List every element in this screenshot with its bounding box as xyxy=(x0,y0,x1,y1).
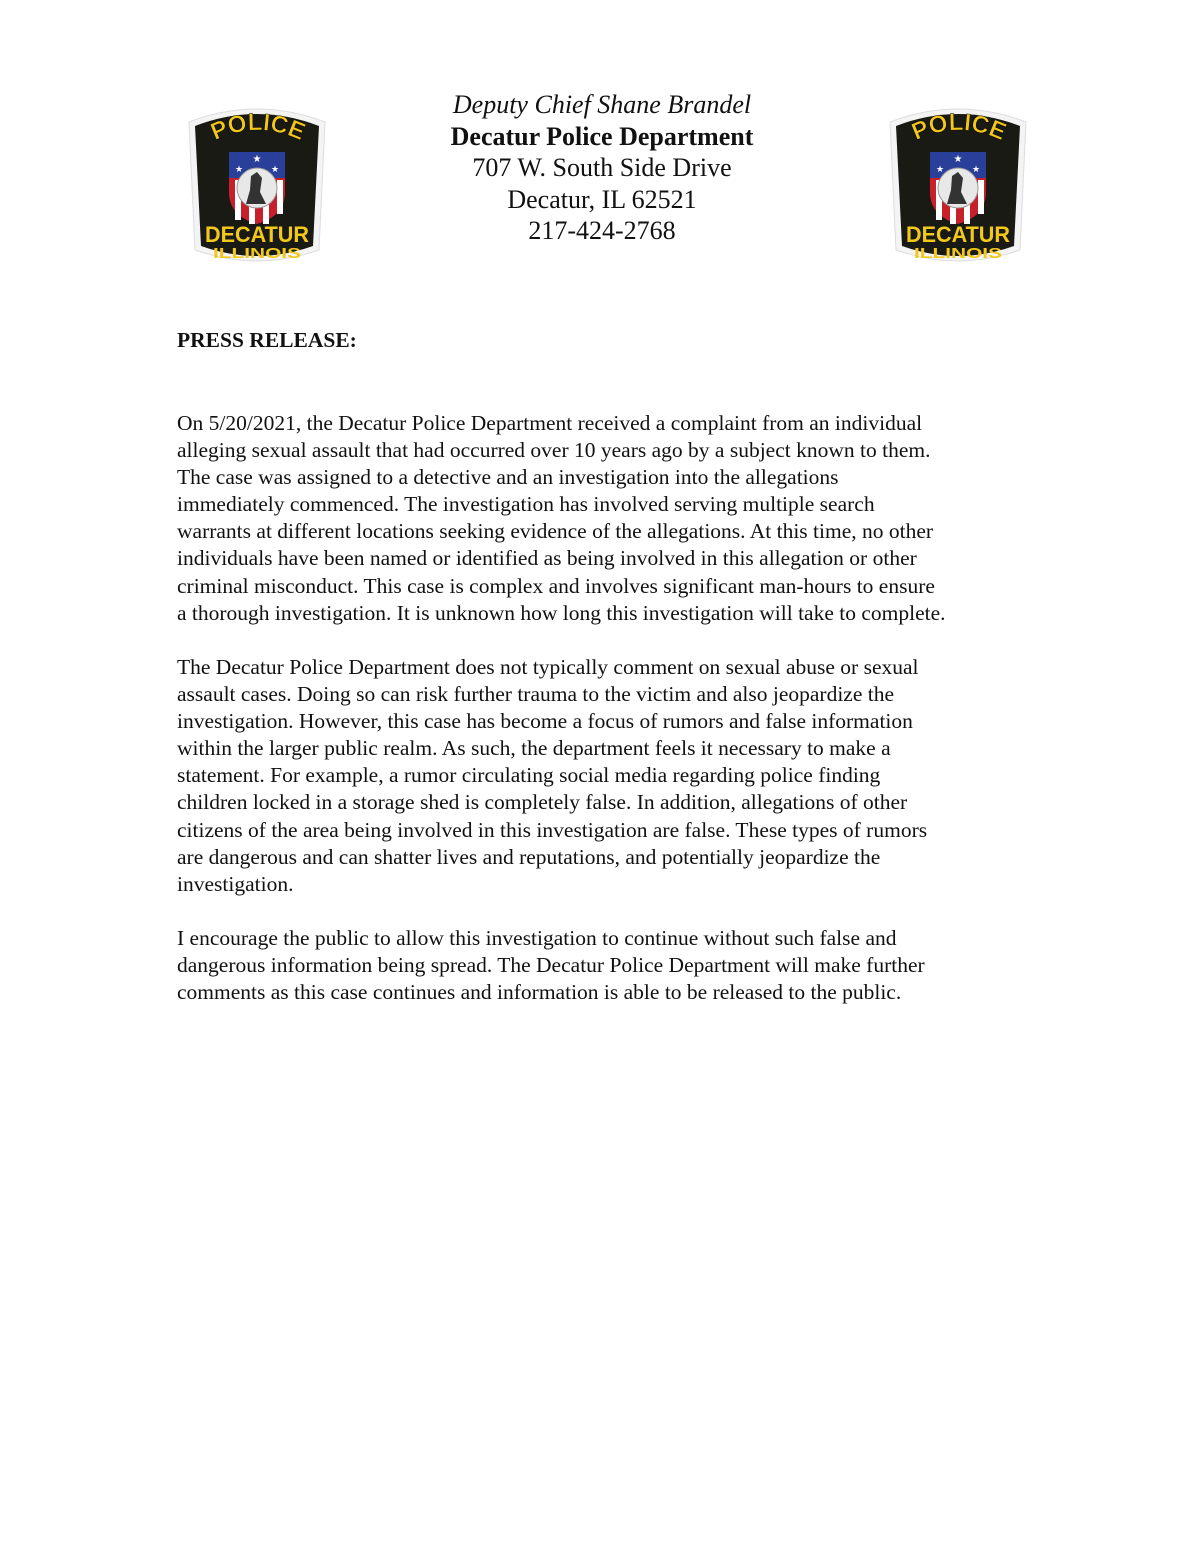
text-line: I encourage the public to allow this investigation to continue without such false and xyxy=(177,926,897,950)
svg-text:★: ★ xyxy=(252,154,262,165)
text-line: comments as this case continues and information is able to be released to the public. xyxy=(177,980,902,1005)
department-name: Decatur Police Department xyxy=(450,121,754,151)
svg-text:★: ★ xyxy=(971,164,981,174)
text-line: alleging sexual assault that had occurred over 10 years ago by a subject known to them. xyxy=(177,438,931,463)
text-line: warrants at different locations seeking evidence of the allegations. At this time, no other xyxy=(177,519,934,544)
text-line: investigation. xyxy=(177,871,294,896)
text-line: are dangerous and can shatter lives and reputations, and potentially jeopardize the xyxy=(177,844,881,869)
svg-text:★: ★ xyxy=(953,154,963,165)
police-badge-logo-right xyxy=(884,100,1032,268)
text-line: within the larger public realm. As such, the department feels it necessary to make a xyxy=(177,736,891,761)
text-line: criminal misconduct. This case is complex and involves significant man-hours to ensure xyxy=(177,573,935,598)
paragraph-1 xyxy=(177,410,946,627)
svg-text:ILLINOIS: ILLINOIS xyxy=(213,245,301,262)
text-line: individuals have been named or identified as being involved in this allegation or other xyxy=(177,546,917,571)
svg-text:POLICE: POLICE xyxy=(206,108,309,146)
phone-number: 217-424-2768 xyxy=(528,216,676,245)
text-line: The Decatur Police Department does not typically comment on sexual abuse or sexual xyxy=(177,655,919,679)
svg-text:ILLINOIS: ILLINOIS xyxy=(914,245,1002,262)
svg-text:★: ★ xyxy=(234,164,244,174)
svg-text:POLICE: POLICE xyxy=(907,108,1010,146)
text-line: assault cases. Doing so can risk further trauma to the victim and also jeopardize the xyxy=(177,682,895,707)
paragraph-2 xyxy=(177,654,927,898)
author-name: Deputy Chief Shane Brandel xyxy=(452,90,752,119)
svg-text:DECATUR: DECATUR xyxy=(906,222,1011,247)
text-line: a thorough investigation. It is unknown how long this investigation will take to complete. xyxy=(177,600,946,625)
text-line: dangerous information being spread. The Decatur Police Department will make further xyxy=(177,953,925,978)
police-badge-logo-left xyxy=(183,100,331,268)
letterhead xyxy=(352,89,852,247)
text-line: The case was assigned to a detective and an investigation into the allegations xyxy=(177,465,839,490)
text-line: statement. For example, a rumor circulating social media regarding police finding xyxy=(177,763,881,788)
text-line: immediately commenced. The investigation has involved serving multiple search xyxy=(177,492,875,517)
text-line: investigation. However, this case has become a focus of rumors and false information xyxy=(177,709,913,734)
text-line: citizens of the area being involved in this investigation are false. These types of rumors xyxy=(177,817,928,842)
paragraph-3 xyxy=(177,925,925,1006)
text-line: children locked in a storage shed is completely false. In addition, allegations of other xyxy=(177,790,908,815)
address-line2: Decatur, IL 62521 xyxy=(507,184,697,214)
svg-text:★: ★ xyxy=(935,164,945,174)
svg-text:★: ★ xyxy=(270,164,280,174)
address-line1: 707 W. South Side Drive xyxy=(472,153,732,182)
text-line: On 5/20/2021, the Decatur Police Department received a complaint from an individual xyxy=(177,411,923,435)
document-title: PRESS RELEASE: xyxy=(177,328,357,352)
svg-text:DECATUR: DECATUR xyxy=(205,222,310,247)
